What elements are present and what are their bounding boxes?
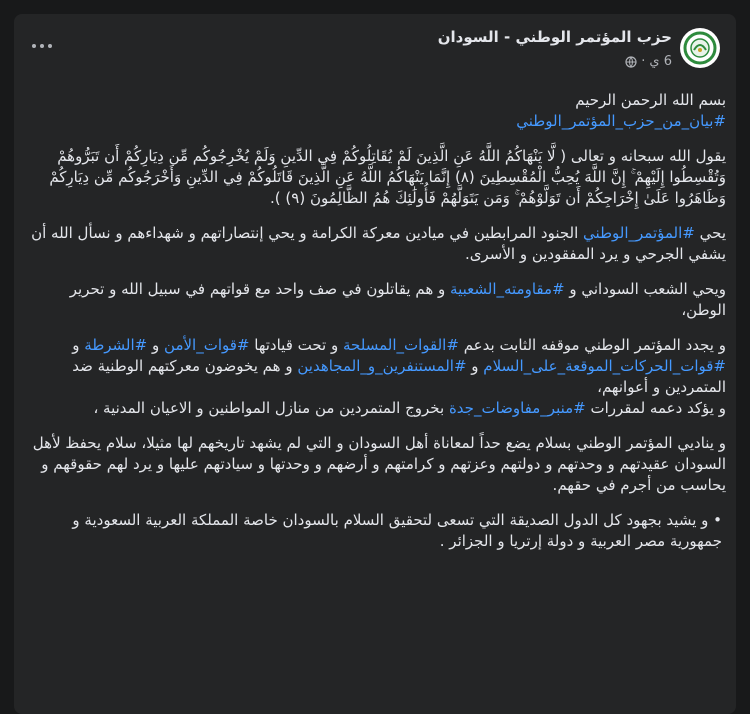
hashtag-link[interactable]: #المؤتمر_الوطني: [583, 224, 695, 242]
hashtag-link[interactable]: #مقاومته_الشعبية: [450, 280, 565, 298]
hashtag-link[interactable]: #قوات_الحركات_الموقعة_على_السلام: [483, 357, 726, 375]
post-body: [24, 90, 726, 566]
quran-verse: يقول الله سبحانه و تعالى ( لَّا يَنْهَاكُمُ اللَّهُ عَنِ الَّذِينَ لَمْ يُقَاتِلُوكُمْ فِي الدِّينِ وَلَمْ يُخْرِجُوكُم مِّن دِيَارِكُمْ أَن تَبَرُّوهُمْ وَتُقْسِطُوا إِلَيْهِمْ ۚ إِنَّ اللَّهَ يُحِبُّ الْمُقْسِطِينَ (٨) إِنَّمَا يَنْهَاكُمُ اللَّهُ عَنِ الَّذِينَ قَاتَلُوكُمْ فِي الدِّينِ وَأَخْرَجُوكُم مِّن دِيَارِكُمْ وَظَاهَرُوا عَلَىٰ إِخْرَاجِكُمْ أَن تَوَلَّوْهُمْ ۚ وَمَن يَتَوَلَّهُمْ فَأُولَٰئِكَ هُمُ الظَّالِمُونَ (٩) ).: [49, 147, 726, 207]
party-logo-icon: [680, 28, 720, 68]
post-meta: [625, 54, 672, 69]
hashtag-link[interactable]: #بيان_من_حزب_المؤتمر_الوطني: [516, 112, 726, 130]
paragraph-3: و يجدد المؤتمر الوطني موقفه الثابت بدعم #القوات_المسلحة و تحت قيادتها #قوات_الأمن و #الشرطة و #قوات_الحركات_الموقعة_على_السلام و #المستنفرين_و_المجاهدين و هم يخوضون معركتهم الوطنية ضد المتمردين و أعوانهم،: [72, 336, 726, 396]
hashtag-statement: [24, 111, 726, 132]
hashtag-link[interactable]: #المستنفرين_و_المجاهدين: [297, 357, 467, 375]
post-time[interactable]: 6 ي: [649, 54, 672, 69]
globe-icon: [625, 56, 637, 68]
basmala: بسم الله الرحمن الرحيم: [575, 91, 726, 109]
page-name-link[interactable]: حزب المؤتمر الوطني - السودان: [437, 28, 672, 46]
hashtag-link[interactable]: #الشرطة: [84, 336, 148, 354]
hashtag-link[interactable]: #قوات_الأمن: [164, 336, 250, 354]
hashtag-link[interactable]: #منبر_مفاوضات_جدة: [448, 399, 586, 417]
paragraph-5: و يناديي المؤتمر الوطني بسلام يضع حداً لمعاناة أهل السودان و التي لم يشهد تاريخهم لها مثيلا، سلام يحفظ لأهل السودان عقيدتهم و وحدتهم و دولتهم وعزتهم و كرامتهم و أرضهم و وحدتها و سيادتهم عليها و يرد لهم حقوقهم و يحاسب من أجرم في حقهم.: [32, 434, 726, 494]
paragraph-1: يحي #المؤتمر_الوطني الجنود المرابطين في ميادين معركة الكرامة و يحي إنتصاراتهم و شهداءهم و نسأل الله أن يشفي الجرحي و يرد المفقودين و الأسرى.: [31, 224, 726, 263]
paragraph-2: ويحي الشعب السوداني و #مقاومته_الشعبية و هم يقاتلون في صف واحد مع قواتهم في سبيل الله و تحرير الوطن،: [69, 280, 726, 319]
post-card: [14, 14, 736, 714]
post-header: [14, 14, 736, 80]
paragraph-4: و يؤكد دعمه لمقررات #منبر_مفاوضات_جدة بخروج المتمردين من منازل المواطنين و الاعيان المدنية ،: [93, 399, 726, 417]
more-options-icon[interactable]: [28, 38, 56, 54]
hashtag-link[interactable]: #القوات_المسلحة: [343, 336, 459, 354]
separator-dot: ·: [641, 54, 646, 69]
page-avatar[interactable]: [680, 28, 720, 68]
paragraph-6: • و يشيد بجهود كل الدول الصديقة التي تسعى لتحقيق السلام بالسودان خاصة المملكة العربية السعودية و جمهورية مصر العربية و دولة إرتريا و الجزائر .: [72, 511, 722, 550]
